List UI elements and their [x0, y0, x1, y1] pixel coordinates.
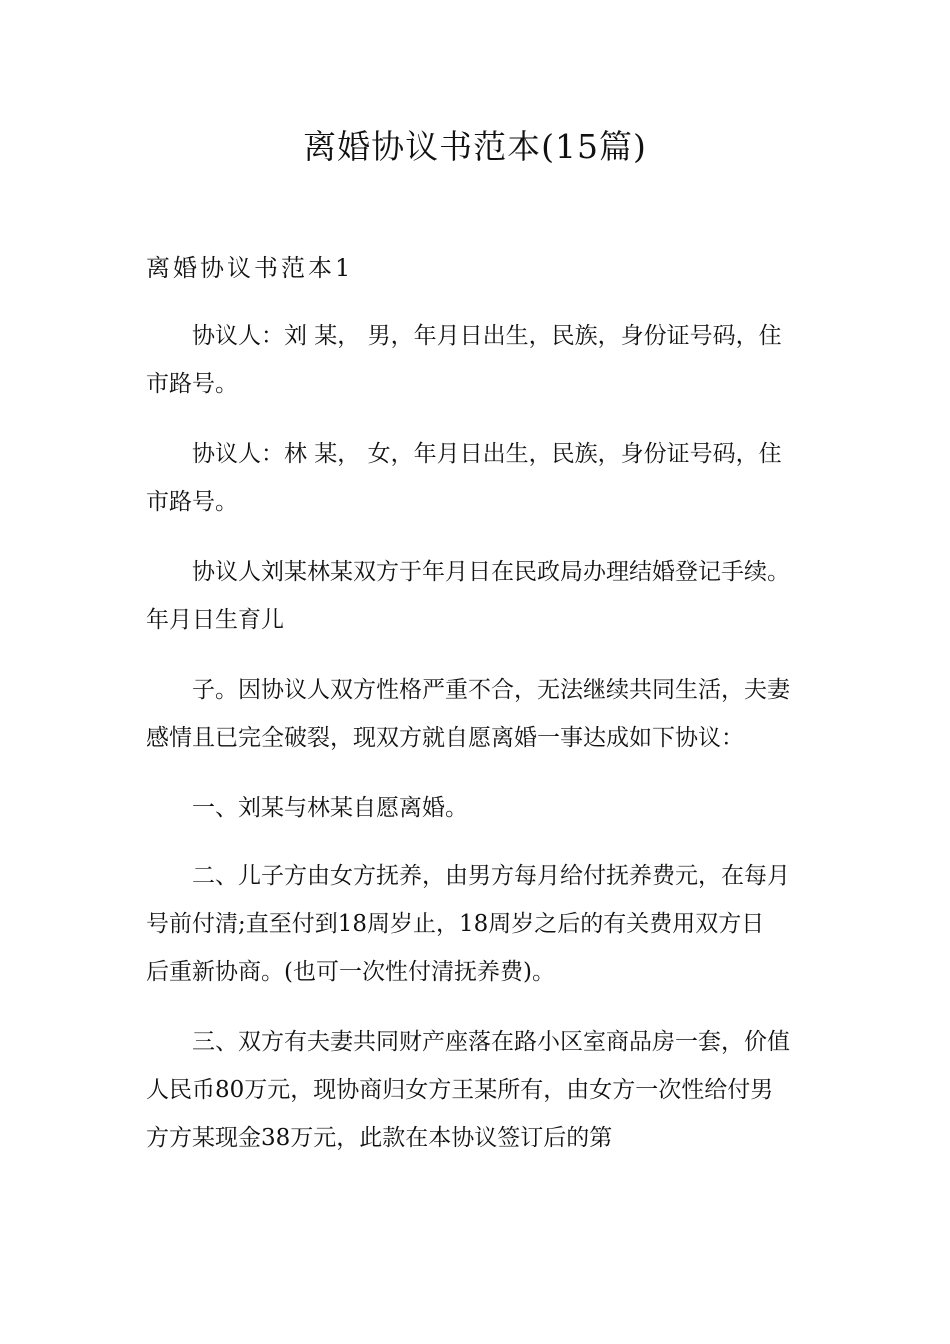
document-title: 离婚协议书范本(15篇)	[303, 127, 647, 166]
paragraph-line: 市路号。	[146, 489, 238, 515]
paragraph-line: 一、刘某与林某自愿离婚。	[192, 795, 468, 821]
paragraph-line: 感情且已完全破裂，现双方就自愿离婚一事达成如下协议：	[146, 725, 744, 751]
paragraph-line: 协议人：林 某， 女，年月日出生，民族，身份证号码，住	[192, 441, 782, 467]
paragraph-line: 方方某现金38万元，此款在本协议签订后的第	[146, 1125, 613, 1151]
paragraph-line: 协议人：刘 某， 男，年月日出生，民族，身份证号码，住	[192, 323, 782, 349]
clause-3	[146, 1018, 808, 1162]
paragraph-line: 号前付清;直至付到18周岁止，18周岁之后的有关费用双方日	[146, 911, 765, 937]
paragraph-line: 子。因协议人双方性格严重不合，无法继续共同生活，夫妻	[192, 677, 790, 703]
paragraph-reason	[146, 666, 808, 762]
paragraph-line: 市路号。	[146, 371, 238, 397]
paragraph-line: 后重新协商。(也可一次性付清抚养费)。	[146, 959, 555, 985]
paragraph-line: 二、儿子方由女方抚养，由男方每月给付抚养费元，在每月	[192, 863, 790, 889]
paragraph-line: 人民币80万元，现协商归女方王某所有，由女方一次性给付男	[146, 1077, 774, 1103]
paragraph-line: 协议人刘某林某双方于年月日在民政局办理结婚登记手续。	[192, 559, 790, 585]
clause-2	[146, 852, 808, 996]
paragraph-marriage-registration	[146, 548, 808, 644]
paragraph-party-2	[146, 430, 808, 526]
paragraph-line: 三、双方有夫妻共同财产座落在路小区室商品房一套，价值	[192, 1029, 790, 1055]
paragraph-party-1	[146, 312, 808, 408]
paragraph-line: 年月日生育儿	[146, 607, 284, 633]
section-heading: 离婚协议书范本1	[146, 254, 354, 282]
clause-1	[146, 784, 808, 832]
